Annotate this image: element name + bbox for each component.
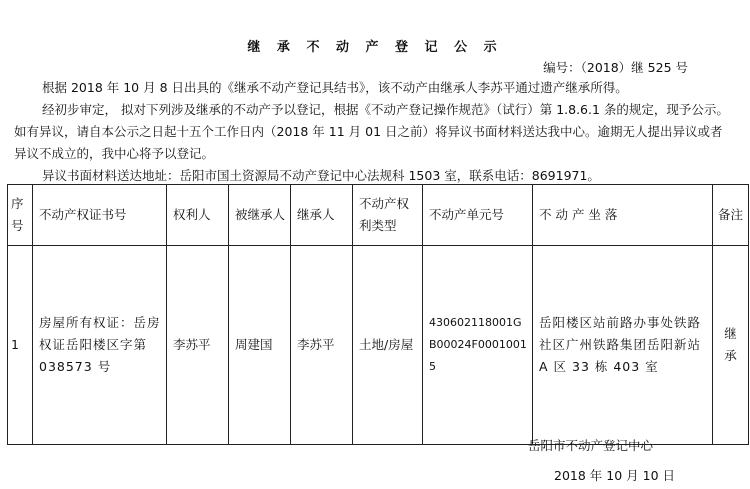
notice-title: 继 承 不 动 产 登 记 公 示 <box>247 40 503 55</box>
cell-remark: 继承 <box>713 246 749 445</box>
header-cert: 不动产权证书号 <box>33 185 167 246</box>
cell-owner: 李苏平 <box>167 246 229 445</box>
document-number: 编号：（2018）继 525 号 <box>543 60 688 75</box>
cell-seq: 1 <box>8 246 33 445</box>
header-heir: 继承人 <box>291 185 353 246</box>
header-location: 不 动 产 坐 落 <box>533 185 713 246</box>
header-remark: 备注 <box>713 185 749 246</box>
header-seq: 序号 <box>8 185 33 246</box>
registration-table <box>7 184 749 445</box>
issue-date: 2018 年 10 月 10 日 <box>554 468 675 483</box>
cell-unit-no: 430602118001GB00024F00010015 <box>423 246 533 445</box>
header-right-type: 不动产权利类型 <box>353 185 423 246</box>
issuing-organization: 岳阳市不动产登记中心 <box>528 438 654 453</box>
paragraph-objection-address: 异议书面材料送达地址：岳阳市国土资源局不动产登记中心法规科 1503 室，联系电话：8691971。 <box>42 168 600 183</box>
header-unit-no: 不动产单元号 <box>423 185 533 246</box>
paragraph-basis: 根据 2018 年 10 月 8 日出具的《继承不动产登记具结书》，该不动产由继承人李苏平通过遗产继承所得。 <box>42 80 628 95</box>
header-decedent: 被继承人 <box>229 185 291 246</box>
table-header-row <box>8 185 749 246</box>
cell-cert: 房屋所有权证：岳房权证岳阳楼区字第 038573 号 <box>33 246 167 445</box>
header-owner: 权利人 <box>167 185 229 246</box>
paragraph-review: 经初步审定， 拟对下列涉及继承的不动产予以登记，根据《不动产登记操作规范》（试行）第 1.8.6.1 条的规定，现予公示。如有异议，请自本公示之日起十五个工作日内（2018 年 11 月 01 日之前）将异议书面材料送达我中心。逾期无人提出异议或者异议不成立的，我中心将予以登记。 <box>14 102 729 161</box>
cell-decedent: 周建国 <box>229 246 291 445</box>
cell-heir: 李苏平 <box>291 246 353 445</box>
cell-right-type: 土地/房屋 <box>353 246 423 445</box>
cell-location: 岳阳楼区站前路办事处铁路社区广州铁路集团岳阳新站 A 区 33 栋 403 室 <box>533 246 713 445</box>
table-row <box>8 246 749 445</box>
